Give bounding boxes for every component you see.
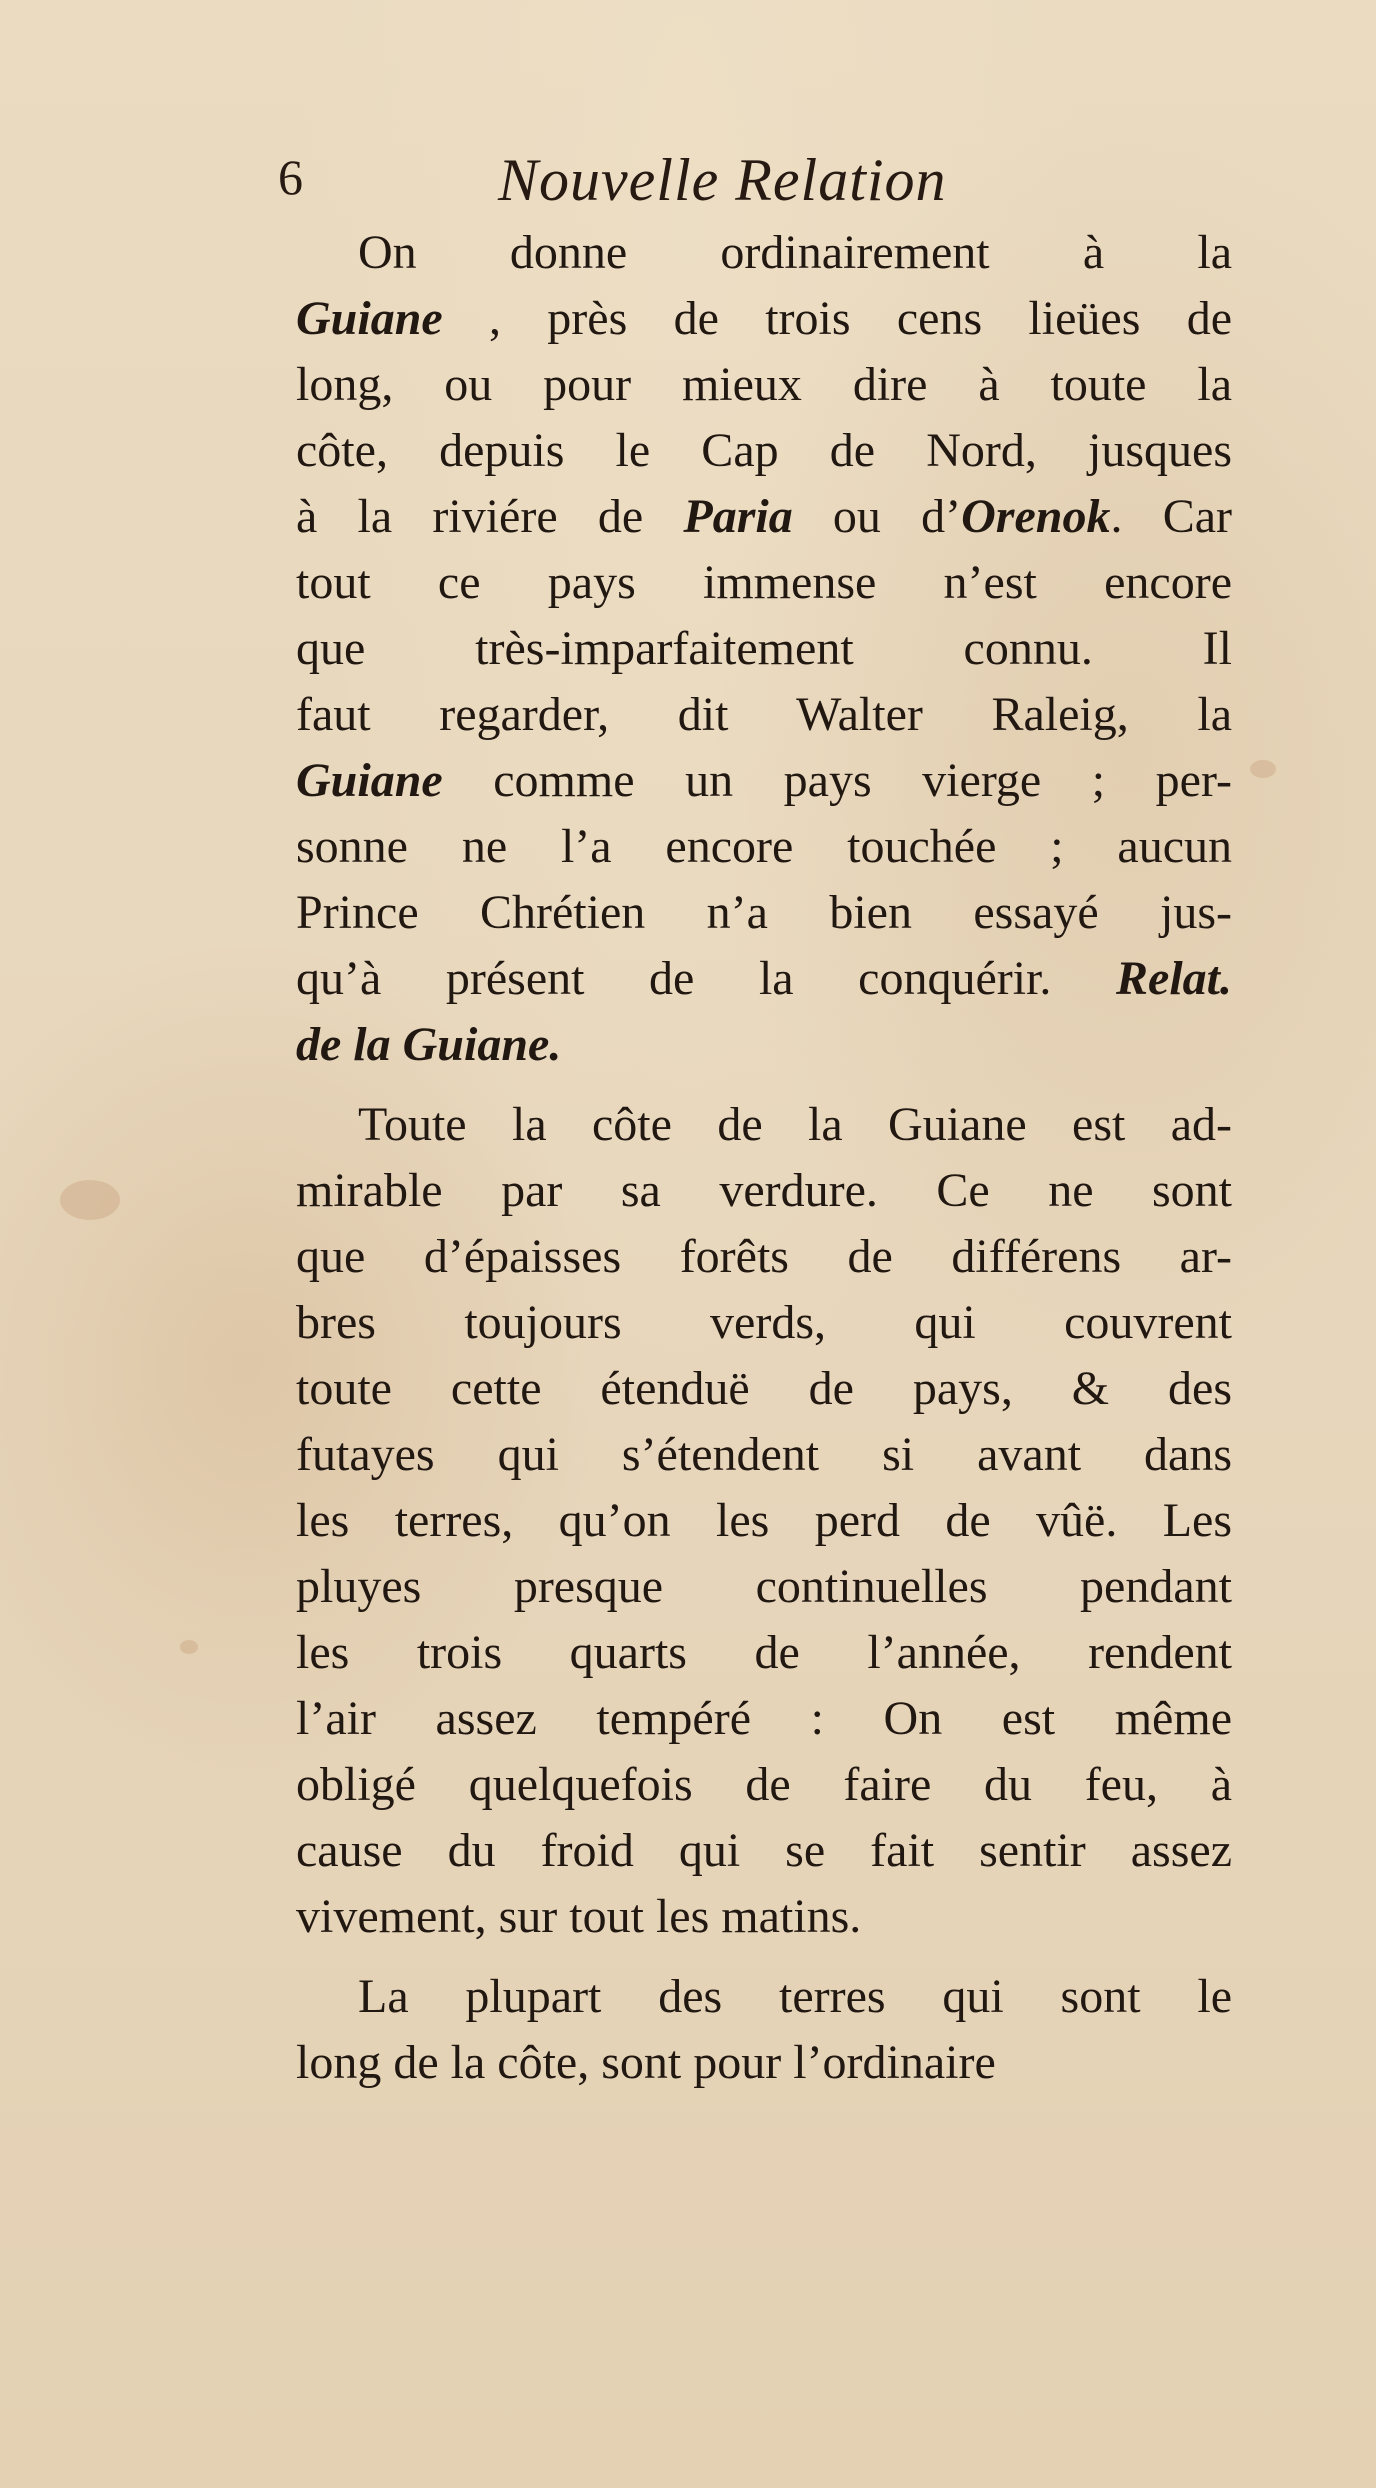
text-run: ou d’ — [792, 490, 962, 543]
text-line: futayes qui s’étendent si avant dans — [296, 1428, 1232, 1481]
text-line: tout ce pays immense n’est encore — [296, 556, 1232, 609]
text-line: On donne ordinairement à la — [358, 226, 1232, 279]
paper-stain — [180, 1640, 198, 1654]
text-line: La plupart des terres qui sont le — [358, 1970, 1232, 2023]
text-line: long, ou pour mieux dire à toute la — [296, 358, 1232, 411]
running-head: Nouvelle Relation — [498, 147, 947, 213]
text-line: que très-imparfaitement connu. Il — [296, 622, 1232, 675]
italic-text: Relat. — [1116, 952, 1232, 1005]
text-run: . Car — [1110, 490, 1233, 543]
text-line: sonne ne l’a encore touchée ; aucun — [296, 820, 1232, 873]
italic-text: Guiane — [296, 292, 443, 345]
text-line: bres toujours verds, qui couvrent — [296, 1296, 1232, 1349]
text-line: faut regarder, dit Walter Raleig, la — [296, 688, 1232, 741]
text-line — [296, 748, 1232, 814]
italic-text: Orenok — [961, 490, 1111, 543]
italic-text: Paria — [683, 490, 793, 543]
paragraph-gap — [296, 1078, 1232, 1092]
paragraph — [296, 1092, 1232, 1950]
text-run: , près de trois cens lieües de — [442, 292, 1232, 345]
text-line: Toute la côte de la Guiane est ad- — [358, 1098, 1232, 1151]
text-line: mirable par sa verdure. Ce ne sont — [296, 1164, 1232, 1217]
text-line: côte, depuis le Cap de Nord, jusques — [296, 424, 1232, 477]
text-run: comme un pays vierge ; per- — [442, 754, 1232, 807]
italic-text: de la Guiane. — [296, 1018, 562, 1071]
paragraph — [296, 1964, 1232, 2096]
body-text — [296, 220, 1232, 2096]
text-line — [296, 286, 1232, 352]
paper-stain — [1250, 760, 1276, 778]
italic-text: Guiane — [296, 754, 443, 807]
text-line: obligé quelquefois de faire du feu, à — [296, 1758, 1232, 1811]
paper-stain — [60, 1180, 120, 1220]
text-run: qu’à présent de la conquérir. — [296, 952, 1116, 1005]
text-line: l’air assez tempéré : On est même — [296, 1692, 1232, 1745]
text-line: Prince Chrétien n’a bien essayé jus- — [296, 886, 1232, 939]
text-line: cause du froid qui se fait sentir assez — [296, 1824, 1232, 1877]
text-line: toute cette étenduë de pays, & des — [296, 1362, 1232, 1415]
text-line: les trois quarts de l’année, rendent — [296, 1626, 1232, 1679]
page-header — [278, 147, 1078, 222]
text-line: que d’épaisses forêts de différens ar- — [296, 1230, 1232, 1283]
page-number: 6 — [278, 149, 303, 205]
text-line: long de la côte, sont pour l’ordinaire — [296, 2036, 996, 2089]
text-run: à la riviére de — [296, 490, 684, 543]
text-line: pluyes presque continuelles pendant — [296, 1560, 1232, 1613]
text-line — [296, 484, 1232, 550]
paragraph-gap — [296, 1950, 1232, 1964]
text-line: les terres, qu’on les perd de vûë. Les — [296, 1494, 1232, 1547]
text-line: vivement, sur tout les matins. — [296, 1890, 862, 1943]
text-line — [296, 1012, 1232, 1078]
text-line — [296, 946, 1232, 1012]
paragraph — [296, 220, 1232, 1078]
